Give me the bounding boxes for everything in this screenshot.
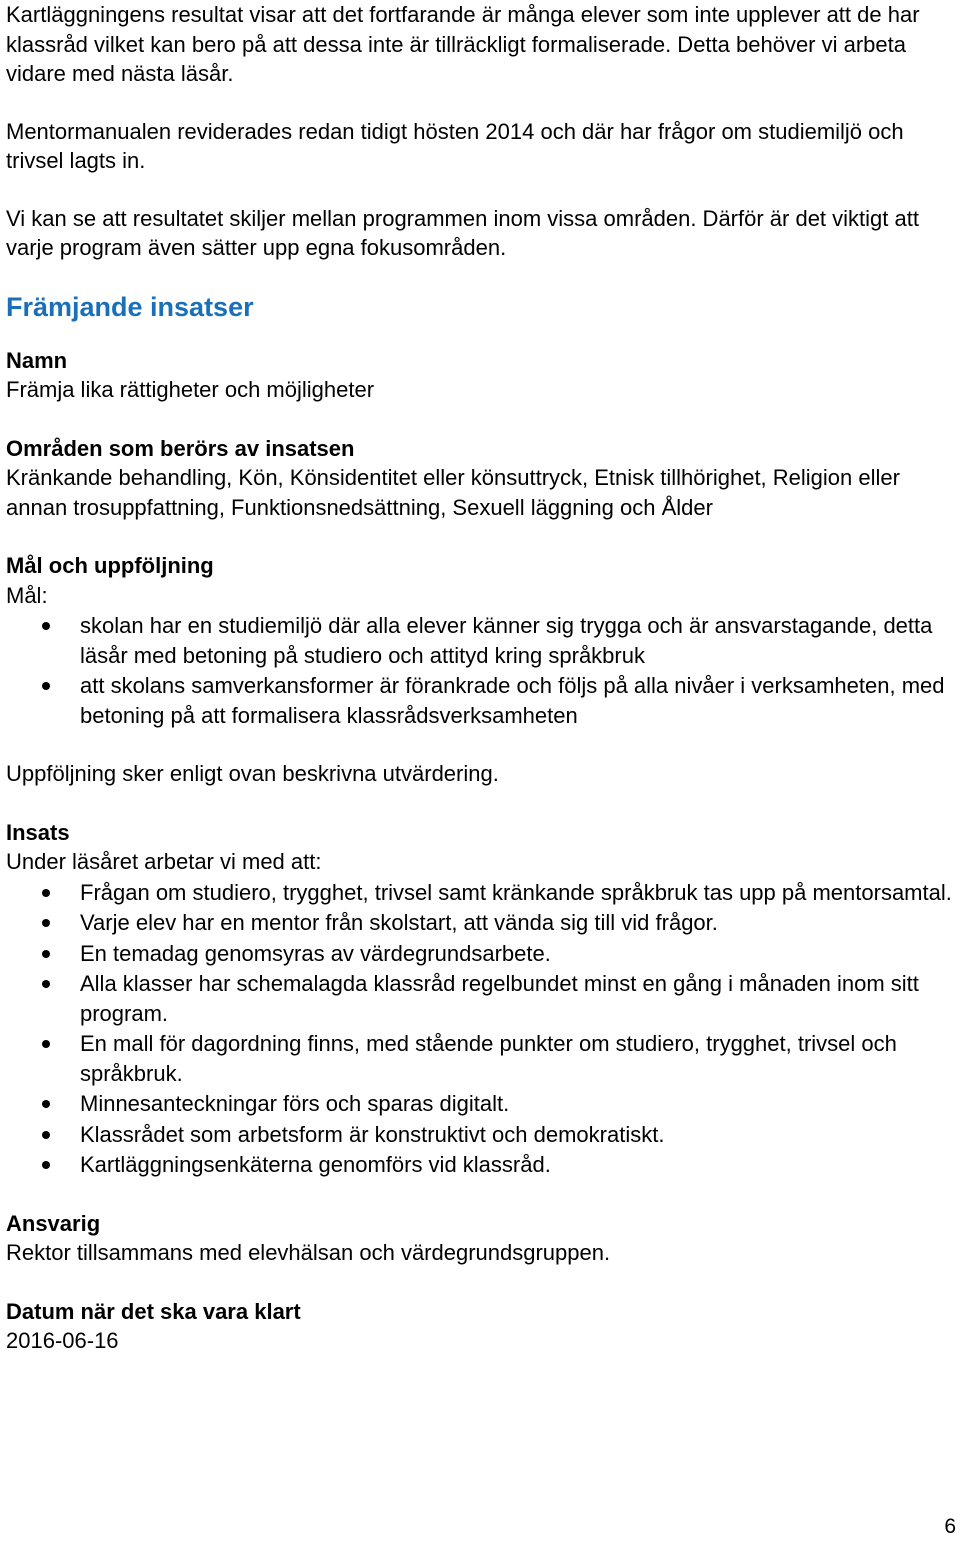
list-item-text: Klassrådet som arbetsform är konstruktivt och demokratiskt.	[80, 1121, 665, 1147]
name-block	[6, 346, 954, 405]
responsible-value: Rektor tillsammans med elevhälsan och värdegrundsgruppen.	[6, 1240, 611, 1265]
list-item	[6, 1029, 954, 1088]
intro-paragraph-2: Mentormanualen reviderades redan tidigt hösten 2014 och där har frågor om studiemiljö och trivsel lagts in.	[6, 118, 904, 173]
list-item-text: Kartläggningsenkäterna genomförs vid klassråd.	[80, 1152, 551, 1177]
list-item-text: skolan har en studiemiljö där alla elever känner sig trygga och är ansvarstagande, detta läsår med betoning på studiero och attityd kring språkbruk	[80, 613, 933, 668]
document-page	[6, 0, 954, 1356]
bullet-icon	[42, 919, 50, 927]
page-number: 6	[944, 1514, 956, 1538]
list-item	[6, 908, 954, 938]
goals-label: Mål och uppföljning	[6, 553, 214, 578]
actions-block	[6, 818, 954, 1180]
list-item-text: Minnesanteckningar förs och sparas digitalt.	[80, 1091, 510, 1116]
list-item-text: En temadag genomsyras av värdegrundsarbete.	[80, 940, 551, 966]
list-item	[6, 1089, 954, 1119]
goals-sublabel: Mål:	[6, 582, 48, 608]
list-item-text: att skolans samverkansformer är förankrade och följs på alla nivåer i verksamheten, med betoning på att formalisera klassrådsverksamheten	[80, 673, 945, 728]
list-item-text: Varje elev har en mentor från skolstart, att vända sig till vid frågor.	[80, 910, 718, 935]
name-value: Främja lika rättigheter och möjligheter	[6, 377, 375, 402]
deadline-label: Datum när det ska vara klart	[6, 1298, 301, 1324]
areas-block	[6, 434, 954, 523]
bullet-icon	[42, 950, 50, 958]
deadline-block	[6, 1297, 954, 1356]
bullet-icon	[42, 1100, 50, 1108]
list-item	[6, 969, 954, 1028]
bullet-icon	[42, 682, 50, 690]
list-item-text: Alla klasser har schemalagda klassråd regelbundet minst en gång i månaden inom sitt program.	[80, 971, 919, 1026]
areas-label: Områden som berörs av insatsen	[6, 435, 355, 461]
bullet-icon	[42, 1040, 50, 1048]
list-item	[6, 939, 954, 969]
actions-list	[6, 878, 954, 1180]
areas-value: Kränkande behandling, Kön, Könsidentitet eller könsuttryck, Etnisk tillhörighet, Religion eller annan trosuppfattning, Funktionsnedsättning, Sexuell läggning och Ålder	[6, 465, 900, 520]
list-item	[6, 671, 954, 730]
bullet-icon	[42, 980, 50, 988]
followup-block	[6, 759, 954, 789]
list-item	[6, 1150, 954, 1180]
list-item-text: En mall för dagordning finns, med stående punkter om studiero, trygghet, trivsel och språkbruk.	[80, 1031, 897, 1086]
deadline-value: 2016-06-16	[6, 1328, 119, 1353]
section-title: Främjande insatser	[6, 291, 254, 322]
goals-block	[6, 551, 954, 730]
intro-paragraph-3: Vi kan se att resultatet skiljer mellan programmen inom vissa områden. Därför är det viktigt att varje program även sätter upp egna fokusområden.	[6, 205, 919, 260]
followup-text: Uppföljning sker enligt ovan beskrivna utvärdering.	[6, 761, 499, 786]
responsible-block	[6, 1209, 954, 1268]
name-label: Namn	[6, 347, 68, 373]
list-item	[6, 1120, 954, 1150]
intro-paragraph-1: Kartläggningens resultat visar att det fortfarande är många elever som inte upplever att de har klassråd vilket kan bero på att dessa inte är tillräckligt formaliserade. Detta behöver vi arbeta vidare med nästa läsår.	[6, 2, 920, 86]
bullet-icon	[42, 889, 50, 897]
actions-label: Insats	[6, 819, 70, 845]
list-item	[6, 878, 954, 908]
bullet-icon	[42, 1161, 50, 1169]
responsible-label: Ansvarig	[6, 1210, 101, 1236]
bullet-icon	[42, 1131, 50, 1139]
bullet-icon	[42, 622, 50, 630]
list-item-text: Frågan om studiero, trygghet, trivsel samt kränkande språkbruk tas upp på mentorsamtal.	[80, 879, 952, 905]
actions-intro: Under läsåret arbetar vi med att:	[6, 849, 322, 874]
goals-list	[6, 611, 954, 730]
list-item	[6, 611, 954, 670]
